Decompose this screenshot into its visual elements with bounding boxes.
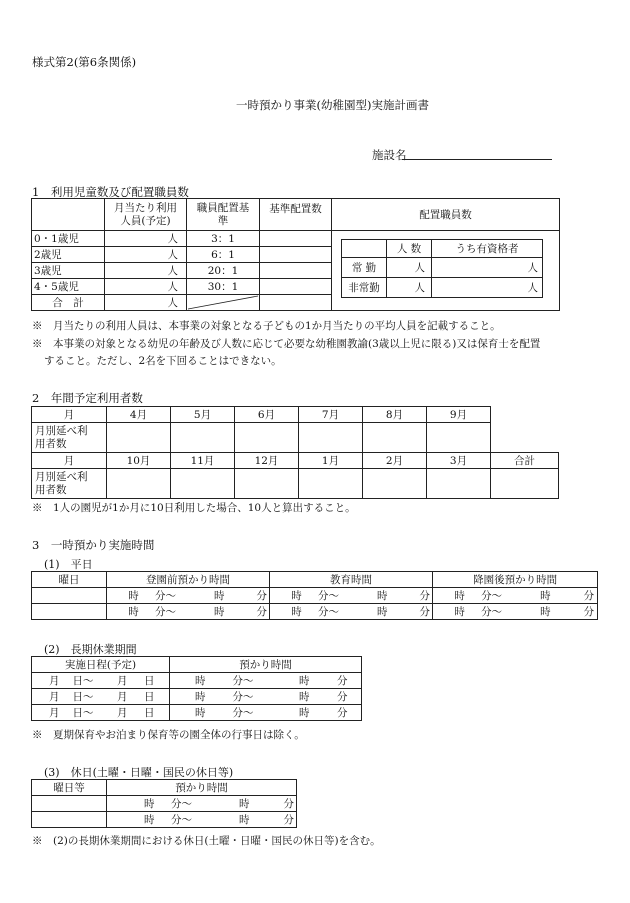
month-header: 11月 (171, 453, 235, 469)
month-header-label: 月 (32, 407, 107, 423)
hour-unit: 時 (256, 673, 312, 689)
row-age-label: 3歳児 (32, 263, 105, 279)
header-base-count: 基準配置数 (260, 199, 332, 231)
minute-input[interactable] (227, 588, 255, 604)
minute-input[interactable] (390, 604, 418, 620)
header-care-hours: 預かり時間 (170, 657, 362, 673)
day-input[interactable] (32, 588, 107, 604)
hours-input[interactable] (350, 705, 362, 721)
hour-unit: 時 (350, 588, 390, 604)
hour-unit: 時 (256, 689, 312, 705)
month-header: 9月 (427, 407, 491, 423)
header-staff-standard-2: 準 (217, 214, 229, 227)
hour-unit: 時 (207, 796, 252, 812)
header-count: 人 数 (387, 240, 432, 258)
hour-input[interactable] (270, 604, 286, 620)
minute-unit: 分 (312, 689, 350, 705)
parttime-count-input[interactable]: 人 (387, 278, 432, 298)
hour-input[interactable] (433, 604, 449, 620)
hour-unit: 時 (256, 705, 312, 721)
section2-title: 2 年間予定利用者数 (32, 391, 143, 405)
total-header: 合計 (491, 453, 559, 469)
minute-unit: 分 (418, 588, 433, 604)
hour-unit: 時 (350, 604, 390, 620)
ratio-value: 6：1 (187, 247, 260, 263)
hour-input[interactable] (107, 588, 123, 604)
hour-unit: 時 (187, 604, 227, 620)
header-assigned-staff: 配置職員数 (332, 199, 560, 231)
day-from-unit: 日～ (62, 705, 96, 721)
hour-unit: 時 (449, 588, 471, 604)
base-count-input[interactable] (260, 263, 332, 279)
minute-unit: 分 (255, 604, 270, 620)
monthly-users-input[interactable] (235, 423, 299, 453)
month-header: 7月 (299, 407, 363, 423)
hour-unit: 時 (170, 673, 208, 689)
base-count-input[interactable] (260, 231, 332, 247)
month-header: 8月 (363, 407, 427, 423)
month-unit: 月 (96, 689, 130, 705)
unit-label: 人 (160, 263, 187, 279)
minute-unit: 分 (252, 812, 297, 828)
header-monthly-users: 月当たり利用 (114, 201, 177, 214)
row-total-label: 合 計 (32, 295, 105, 311)
weekday-subtitle: (1) 平日 (44, 558, 93, 571)
header-day: 曜日 (32, 572, 107, 588)
monthly-users-label-2: 用者数 (35, 483, 67, 496)
minute-input[interactable] (553, 604, 581, 620)
base-count-input[interactable] (260, 279, 332, 295)
unit-label: 人 (160, 295, 187, 311)
hour-unit: 時 (286, 604, 308, 620)
minute-unit: 分 (581, 604, 598, 620)
hour-unit: 時 (107, 812, 157, 828)
month-unit: 月 (32, 689, 62, 705)
header-after-school: 降園後預かり時間 (433, 572, 598, 588)
monthly-users-input[interactable] (299, 469, 363, 499)
month-unit: 月 (32, 705, 62, 721)
monthly-users-input[interactable] (171, 469, 235, 499)
hour-input[interactable] (433, 588, 449, 604)
monthly-users-input[interactable] (299, 423, 363, 453)
day-input[interactable] (32, 604, 107, 620)
unit-label: 人 (160, 247, 187, 263)
minute-from-unit: 分～ (145, 604, 187, 620)
day-input[interactable] (32, 812, 107, 828)
month-header: 4月 (107, 407, 171, 423)
section1-title: 1 利用児童数及び配置職員数 (32, 185, 189, 199)
minute-from-unit: 分～ (157, 796, 207, 812)
hour-unit: 時 (123, 588, 145, 604)
note-staffing-cont: すること。ただし、2名を下回ることはできない。 (44, 355, 282, 367)
hour-unit: 時 (170, 705, 208, 721)
hour-unit: 時 (170, 689, 208, 705)
assigned-staff-inner-table (341, 239, 543, 298)
staff-table (31, 198, 560, 311)
month-header: 2月 (363, 453, 427, 469)
fulltime-qualified-input[interactable]: 人 (432, 258, 543, 278)
month-unit: 月 (96, 705, 130, 721)
minute-unit: 分 (312, 673, 350, 689)
month-header: 3月 (427, 453, 491, 469)
hour-unit: 時 (513, 588, 553, 604)
minute-from-unit: 分～ (208, 689, 256, 705)
minute-from-unit: 分～ (308, 588, 350, 604)
hour-unit: 時 (107, 796, 157, 812)
weekday-hours-table (31, 571, 598, 620)
users-input[interactable] (105, 279, 160, 295)
ratio-na-slash (187, 295, 260, 311)
monthly-users-input[interactable] (107, 469, 171, 499)
header-schedule: 実施日程(予定) (32, 657, 170, 673)
section3-title: 3 一時預かり実施時間 (32, 538, 155, 552)
ratio-value: 3：1 (187, 231, 260, 247)
facility-name-label: 施設名 (372, 148, 407, 162)
minute-unit: 分 (418, 604, 433, 620)
minute-input[interactable] (390, 588, 418, 604)
longbreak-subtitle: (2) 長期休業期間 (44, 643, 137, 656)
day-unit: 日 (130, 689, 170, 705)
hour-unit: 時 (207, 812, 252, 828)
ratio-value: 30：1 (187, 279, 260, 295)
header-education-hours: 教育時間 (270, 572, 433, 588)
day-from-unit: 日～ (62, 689, 96, 705)
users-input[interactable] (105, 263, 160, 279)
header-before-school: 登園前預かり時間 (107, 572, 270, 588)
row-age-label: 4・5歳児 (32, 279, 105, 295)
month-header: 1月 (299, 453, 363, 469)
holiday-table (31, 779, 297, 828)
note-monthly-users: ※ 月当たりの利用人員は、本事業の対象となる子どもの1か月当たりの平均人員を記載すること。 (32, 320, 501, 332)
hour-input[interactable] (270, 588, 286, 604)
minute-from-unit: 分～ (157, 812, 207, 828)
fulltime-count-input[interactable]: 人 (387, 258, 432, 278)
fulltime-label: 常 勤 (342, 258, 387, 278)
form-label: 様式第2(第6条関係) (32, 55, 137, 69)
minute-from-unit: 分～ (208, 705, 256, 721)
hour-unit: 時 (286, 588, 308, 604)
minute-unit: 分 (312, 705, 350, 721)
annual-users-table (31, 406, 559, 499)
month-unit: 月 (96, 673, 130, 689)
monthly-users-label: 月別延べ利 (35, 424, 88, 437)
monthly-users-input[interactable] (107, 423, 171, 453)
hour-unit: 時 (513, 604, 553, 620)
header-monthly-users-2: 人員(予定) (120, 214, 171, 227)
note-staffing: ※ 本事業の対象となる幼児の年齢及び人数に応じて必要な幼稚園教諭(3歳以上児に限る)又は保育士を配置 (32, 338, 541, 350)
hour-input[interactable] (107, 604, 123, 620)
users-input[interactable] (105, 231, 160, 247)
monthly-users-input[interactable] (363, 423, 427, 453)
parttime-label: 非常勤 (342, 278, 387, 298)
day-input[interactable] (32, 796, 107, 812)
longbreak-table (31, 656, 362, 721)
month-header: 5月 (171, 407, 235, 423)
month-header: 6月 (235, 407, 299, 423)
day-unit: 日 (130, 673, 170, 689)
hour-unit: 時 (449, 604, 471, 620)
minute-input[interactable] (227, 604, 255, 620)
month-header: 10月 (107, 453, 171, 469)
holiday-subtitle: (3) 休日(土曜・日曜・国民の休日等) (44, 766, 234, 779)
note-holiday: ※ (2)の長期休業期間における休日(土曜・日曜・国民の休日等)を含む。 (32, 835, 381, 847)
minute-from-unit: 分～ (208, 673, 256, 689)
monthly-users-input[interactable] (363, 469, 427, 499)
minute-unit: 分 (255, 588, 270, 604)
hour-unit: 時 (187, 588, 227, 604)
parttime-qualified-input[interactable]: 人 (432, 278, 543, 298)
hours-input[interactable] (350, 673, 362, 689)
total-users-input[interactable] (491, 469, 559, 499)
minute-from-unit: 分～ (145, 588, 187, 604)
minute-from-unit: 分～ (471, 604, 513, 620)
minute-from-unit: 分～ (308, 604, 350, 620)
monthly-users-label-2: 用者数 (35, 437, 67, 450)
minute-unit: 分 (581, 588, 598, 604)
monthly-users-input[interactable] (235, 469, 299, 499)
header-qualified: うち有資格者 (432, 240, 543, 258)
users-input[interactable] (105, 247, 160, 263)
minute-from-unit: 分～ (471, 588, 513, 604)
monthly-users-label: 月別延べ利 (35, 470, 88, 483)
total-base-count-input[interactable] (260, 295, 332, 311)
minute-input[interactable] (553, 588, 581, 604)
row-age-label: 0・1歳児 (32, 231, 105, 247)
hour-unit: 時 (123, 604, 145, 620)
day-unit: 日 (130, 705, 170, 721)
month-header-label: 月 (32, 453, 107, 469)
assigned-staff-cell (332, 231, 560, 311)
minute-unit: 分 (252, 796, 297, 812)
base-count-input[interactable] (260, 247, 332, 263)
row-age-label: 2歳児 (32, 247, 105, 263)
unit-label: 人 (160, 231, 187, 247)
month-header: 12月 (235, 453, 299, 469)
document-title: 一時預かり事業(幼稚園型)実施計画書 (236, 98, 429, 112)
header-day-etc: 曜日等 (32, 780, 107, 796)
day-from-unit: 日～ (62, 673, 96, 689)
facility-name-field[interactable] (402, 159, 552, 160)
note-annual-calc: ※ 1人の園児が1か月に10日利用した場合、10人と算出すること。 (32, 502, 356, 514)
month-unit: 月 (32, 673, 62, 689)
hours-input[interactable] (350, 689, 362, 705)
note-longbreak: ※ 夏期保育やお泊まり保育等の園全体の行事日は除く。 (32, 729, 305, 741)
monthly-users-input[interactable] (427, 469, 491, 499)
header-care-hours: 預かり時間 (107, 780, 297, 796)
ratio-value: 20：1 (187, 263, 260, 279)
header-staff-standard: 職員配置基 (196, 201, 250, 214)
monthly-users-input[interactable] (171, 423, 235, 453)
unit-label: 人 (160, 279, 187, 295)
monthly-users-input[interactable] (427, 423, 491, 453)
total-users-input[interactable] (105, 295, 160, 311)
